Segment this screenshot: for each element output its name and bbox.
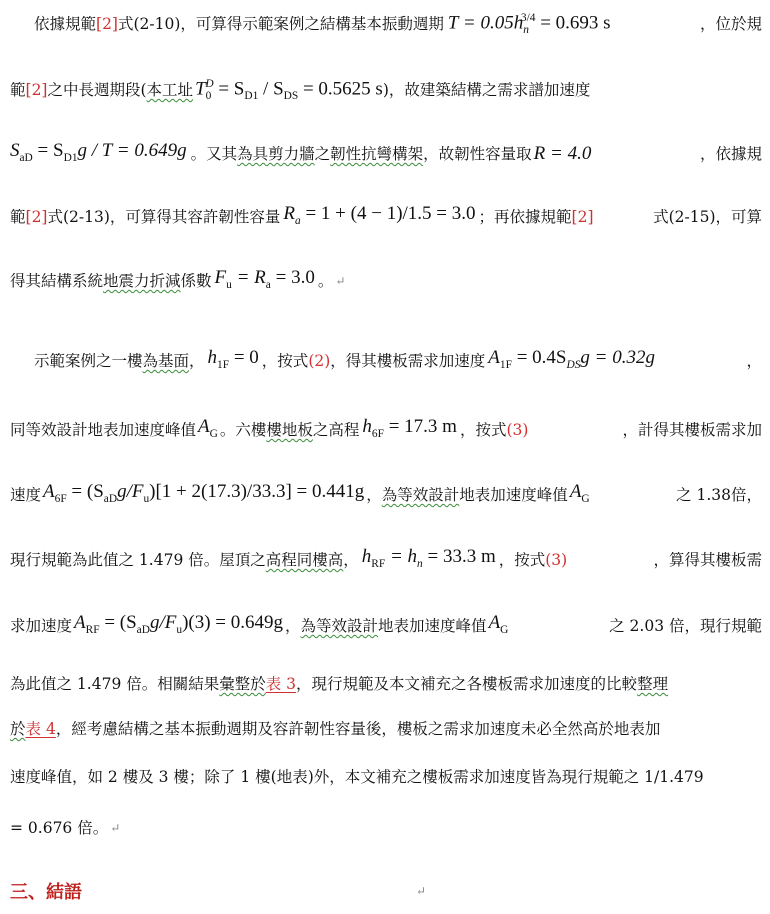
text-line-13	[10, 763, 762, 791]
grammar-underlined-text: 於	[10, 720, 26, 738]
text-fragment: ，	[189, 352, 205, 370]
grammar-underlined-text: 地震力折減	[103, 272, 181, 290]
text-line-4	[10, 203, 762, 231]
text-line-12	[10, 715, 762, 743]
text-line-14	[10, 814, 762, 842]
table-reference-link[interactable]: 表 4	[25, 720, 56, 738]
text-line-7	[10, 416, 762, 444]
text-fragment: ，按式	[498, 551, 546, 569]
text-fragment: 求加速度	[10, 617, 73, 635]
text-line-8	[10, 481, 762, 509]
text-fragment: 速度峰值，如 2 樓及 3 樓；除了 1 樓(地表)外，本文補充之樓板需求加速度皆為現行規範之 1/1.479	[10, 768, 704, 786]
text-line-6	[10, 347, 762, 375]
text-fragment: ，算得其樓板需	[653, 551, 762, 569]
grammar-underlined-text: 為等效設計	[300, 617, 379, 635]
paragraph-mark-icon: ↵	[416, 884, 427, 898]
reference-link[interactable]: [2]	[25, 81, 48, 99]
text-fragment: 範	[10, 81, 26, 99]
text-line-2	[10, 76, 762, 104]
reference-link[interactable]: [2]	[96, 15, 118, 33]
grammar-underlined-text: 為基面	[142, 352, 190, 370]
text-fragment: 現行規範為此值之 1.479 倍。屋頂之	[10, 551, 266, 569]
text-fragment: 範	[10, 208, 26, 226]
grammar-underlined-text: 彙整於	[219, 675, 266, 693]
equation-td: $T_0^D = S_{D1} / S_{DS} = 0.5625$ s	[195, 77, 383, 103]
equation-h1f: $h_{1F} = 0$	[207, 346, 259, 371]
text-fragment: ，	[366, 486, 382, 504]
text-fragment: = 0.676 倍。	[10, 819, 109, 837]
equation-h6f: $h_{6F} = 17.3$ m	[362, 415, 457, 440]
text-fragment: 為此值之 1.479 倍。相關結果	[10, 675, 220, 693]
text-fragment: ，按式	[459, 421, 507, 439]
text-fragment: 。六樓	[219, 421, 267, 439]
section-heading: 三、結語	[10, 882, 82, 903]
reference-link[interactable]: (3)	[506, 421, 529, 439]
text-line-9	[10, 546, 762, 574]
equation-r: R = 4.0	[533, 143, 592, 164]
equation-period: $T = 0.05h_n^{3/4} = 0.693$ s	[447, 11, 611, 37]
text-fragment: 地表加速度峰值	[378, 617, 487, 635]
equation-a6f: $A_{6F} = (S_{aD}g/F_u)[1 + 2(17.3)/33.3] = 0.441g$	[43, 480, 365, 505]
reference-link[interactable]: [2]	[25, 208, 48, 226]
grammar-underlined-text: 韌性抗彎構架	[330, 145, 424, 163]
text-fragment: 示範案例之一樓	[34, 352, 143, 370]
equation-a1f: $A_{1F} = 0.4S_{DS}g = 0.32g$	[488, 346, 655, 371]
grammar-underlined-text: 為具剪力牆	[237, 145, 315, 163]
text-line-11	[10, 670, 762, 698]
text-fragment: 式(2-15)，可算	[653, 208, 762, 226]
text-fragment: 。又其	[190, 145, 238, 163]
paragraph-mark-icon: ↵	[335, 274, 346, 288]
text-line-10	[10, 612, 762, 640]
reference-link[interactable]: [2]	[571, 208, 594, 226]
text-line-3	[10, 140, 762, 168]
text-line-5	[10, 267, 762, 295]
text-fragment: ，	[343, 551, 359, 569]
text-fragment: ，	[746, 352, 762, 370]
text-fragment: 式(2-13)，可算得其容許韌性容量	[47, 208, 281, 226]
text-fragment: 式(2-10)，可算得示範案例之結構基本振動週期	[117, 15, 444, 33]
text-fragment: ；再依據規範	[478, 208, 572, 226]
equation-sad: $S_{aD} = S_{D1}g / T = 0.649g$	[10, 139, 187, 164]
reference-link[interactable]: (2)	[308, 352, 331, 370]
table-reference-link[interactable]: 表 3	[265, 675, 297, 693]
text-fragment: )，故建築結構之需求譜加速度	[382, 81, 591, 99]
reference-link[interactable]: (3)	[545, 551, 568, 569]
text-fragment: 之 1.38倍，	[676, 486, 762, 504]
text-fragment: 依據規範	[34, 15, 97, 33]
grammar-underlined-text: 樓地板	[266, 421, 313, 439]
text-fragment: 之中長週期段(	[47, 81, 147, 99]
text-fragment: 之 2.03 倍，現行規範	[609, 617, 762, 635]
text-fragment: ，經考慮結構之基本振動週期及容許韌性容量後，樓板之需求加速度未必全然高於地表加	[55, 720, 661, 738]
text-fragment: ，現行規範及本文補充之各樓板需求加速度的比較	[296, 675, 638, 693]
equation-ra: $R_a = 1 + (4 - 1)/1.5 = 3.0$	[283, 202, 476, 227]
equation-ag: $A_G$	[488, 611, 509, 636]
text-fragment: ，位於規	[699, 15, 762, 33]
grammar-underlined-text: 本工址	[146, 81, 194, 99]
grammar-underlined-text: 高程同樓高	[265, 551, 344, 569]
text-line-1	[10, 10, 762, 38]
equation-hrf: $h_{RF} = h_n = 33.3$ m	[361, 545, 496, 570]
text-fragment: ，	[285, 617, 301, 635]
paragraph-mark-icon: ↵	[110, 821, 121, 835]
text-fragment: ，故韌性容量取	[423, 145, 532, 163]
text-fragment: 。	[317, 272, 334, 290]
equation-ag: $A_G$	[569, 480, 590, 505]
grammar-underlined-text: 整理	[637, 675, 669, 693]
text-fragment: ，得其樓板需求加速度	[330, 352, 486, 370]
equation-arf: $A_{RF} = (S_{aD}g/F_u)(3) = 0.649g$	[74, 611, 284, 636]
equation-ag: $A_G$	[198, 415, 218, 440]
grammar-underlined-text: 為等效設計	[381, 486, 460, 504]
text-fragment: 地表加速度峰值	[459, 486, 568, 504]
text-fragment: 係數	[180, 272, 212, 290]
text-fragment: ，依據規	[699, 145, 762, 163]
equation-fu: $F_u = R_a = 3.0$	[214, 266, 315, 291]
text-fragment: ，計得其樓板需求加	[622, 421, 762, 439]
text-fragment: 速度	[10, 486, 42, 504]
text-fragment: 之	[314, 145, 331, 163]
text-fragment: 同等效設計地表加速度峰值	[10, 421, 197, 439]
text-fragment: ，按式	[261, 352, 309, 370]
text-fragment: 之高程	[312, 421, 360, 439]
text-fragment: 得其結構系統	[10, 272, 104, 290]
